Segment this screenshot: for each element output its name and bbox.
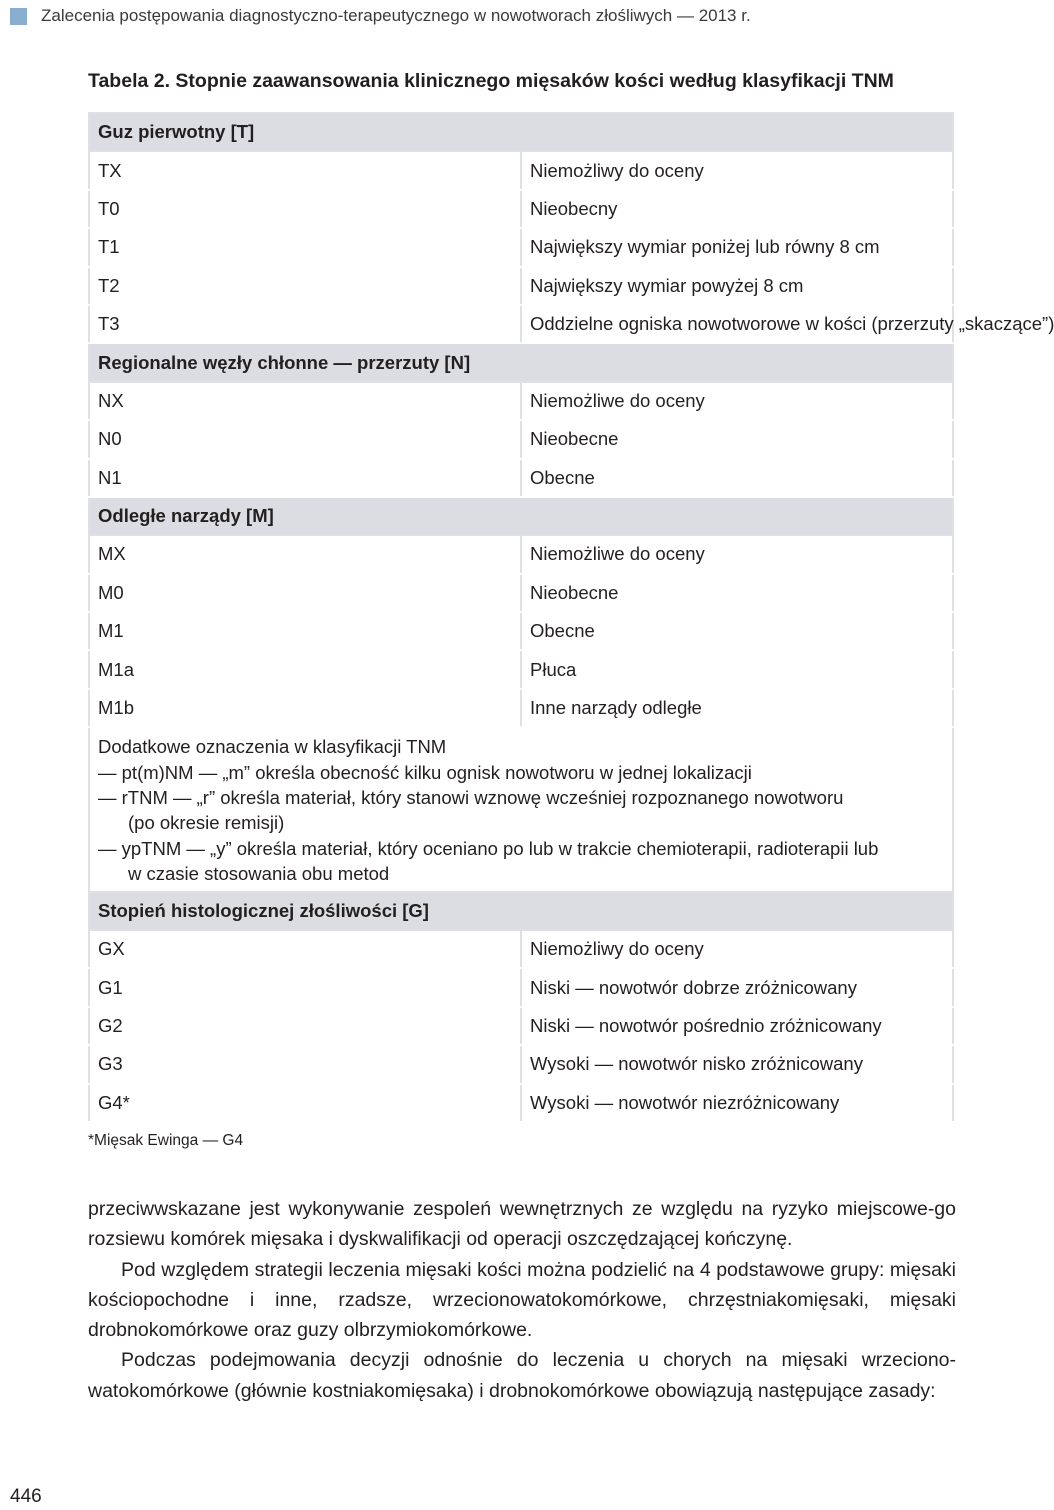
desc-cell: Obecne bbox=[521, 459, 953, 497]
table-row bbox=[89, 190, 953, 228]
code-cell: T0 bbox=[89, 190, 521, 228]
table-row bbox=[89, 382, 953, 420]
note-line: — pt(m)NM — „m” określa obecność kilku ognisk nowotworu w jednej lokalizacji bbox=[98, 761, 752, 783]
desc-cell: Wysoki — nowotwór nisko zróżnicowany bbox=[521, 1045, 953, 1083]
code-cell: TX bbox=[89, 151, 521, 189]
table-row bbox=[89, 535, 953, 573]
note-line: w czasie stosowania obu metod bbox=[128, 863, 390, 885]
code-cell: MX bbox=[89, 535, 521, 573]
table-row bbox=[89, 650, 953, 688]
code-cell: NX bbox=[89, 382, 521, 420]
desc-cell: Nieobecne bbox=[521, 574, 953, 612]
table-row bbox=[89, 228, 953, 266]
note-line: — rTNM — „r” określa materiał, który stanowi wznowę wcześniej rozpoznanego nowotworu bbox=[98, 787, 844, 809]
note-line: (po okresie remisji) bbox=[128, 812, 285, 834]
section-title: Stopień histologicznej złośliwości [G] bbox=[89, 892, 953, 930]
table-row bbox=[89, 574, 953, 612]
code-cell: M1a bbox=[89, 650, 521, 688]
code-cell: N0 bbox=[89, 420, 521, 458]
table-row bbox=[89, 1007, 953, 1045]
table-row bbox=[89, 968, 953, 1006]
additional-notes-row bbox=[89, 727, 953, 891]
code-cell: T3 bbox=[89, 305, 521, 343]
desc-cell: Płuca bbox=[521, 650, 953, 688]
header-text: Zalecenia postępowania diagnostyczno-terapeutycznego w nowotworach złośliwych — 2013 r. bbox=[41, 6, 751, 25]
section-header-m bbox=[89, 497, 953, 535]
desc-cell: Niemożliwy do oceny bbox=[521, 151, 953, 189]
desc-cell: Niski — nowotwór dobrze zróżnicowany bbox=[521, 968, 953, 1006]
running-header bbox=[10, 3, 751, 29]
code-cell: M0 bbox=[89, 574, 521, 612]
section-title: Regionalne węzły chłonne — przerzuty [N] bbox=[89, 343, 953, 381]
desc-cell: Inne narządy odległe bbox=[521, 689, 953, 727]
table-caption: Tabela 2. Stopnie zaawansowania klinicznego mięsaków kości według klasyfikacji TNM bbox=[88, 70, 894, 92]
table-row bbox=[89, 612, 953, 650]
table-row bbox=[89, 420, 953, 458]
code-cell: G4* bbox=[89, 1084, 521, 1122]
section-title: Guz pierwotny [T] bbox=[89, 113, 953, 151]
code-cell: M1 bbox=[89, 612, 521, 650]
section-title: Odległe narządy [M] bbox=[89, 497, 953, 535]
table-row bbox=[89, 305, 953, 343]
desc-cell: Niski — nowotwór pośrednio zróżnicowany bbox=[521, 1007, 953, 1045]
desc-cell: Największy wymiar poniżej lub równy 8 cm bbox=[521, 228, 953, 266]
table-footnote: *Mięsak Ewinga — G4 bbox=[88, 1132, 244, 1149]
table-row bbox=[89, 689, 953, 727]
desc-cell: Nieobecny bbox=[521, 190, 953, 228]
code-cell: T2 bbox=[89, 267, 521, 305]
paragraph: Pod względem strategii leczenia mięsaki kości można podzielić na 4 podstawowe grupy: mięsaki kościopochodne i inne, rzadsze, wrzecionowatokomórkowe, chrzęstniakomięsaki, mięsaki drobnokomórkowe oraz guzy olbrzymiokomórkowe. bbox=[88, 1258, 956, 1342]
code-cell: G1 bbox=[89, 968, 521, 1006]
header-square-icon bbox=[10, 8, 27, 25]
code-cell: T1 bbox=[89, 228, 521, 266]
section-header-t bbox=[89, 113, 953, 151]
table-row bbox=[89, 930, 953, 968]
note-line: — ypTNM — „y” określa materiał, który oceniano po lub w trakcie chemioterapii, radioterapii lub bbox=[98, 837, 879, 859]
page-number: 446 bbox=[10, 1486, 42, 1507]
code-cell: G2 bbox=[89, 1007, 521, 1045]
additional-notes bbox=[89, 727, 953, 891]
tnm-table bbox=[88, 112, 1054, 1123]
desc-cell: Wysoki — nowotwór niezróżnicowany bbox=[521, 1084, 953, 1122]
body-text bbox=[88, 1194, 956, 1406]
code-cell: N1 bbox=[89, 459, 521, 497]
desc-cell: Obecne bbox=[521, 612, 953, 650]
paragraph: Podczas podejmowania decyzji odnośnie do leczenia u chorych na mięsaki wrzeciono-watokomórkowe (głównie kostniakomięsaka) i drobnokomórkowe obowiązują następujące zasady: bbox=[88, 1349, 956, 1402]
section-header-g bbox=[89, 892, 953, 930]
paragraph: przeciwwskazane jest wykonywanie zespoleń wewnętrznych ze względu na ryzyko miejscowe-go rozsiewu komórek mięsaka i dyskwalifikacji od operacji oszczędzającej kończynę. bbox=[88, 1198, 956, 1251]
code-cell: G3 bbox=[89, 1045, 521, 1083]
table-row bbox=[89, 151, 953, 189]
notes-title: Dodatkowe oznaczenia w klasyfikacji TNM bbox=[98, 736, 447, 758]
desc-cell: Oddzielne ogniska nowotworowe w kości (przerzuty „skaczące”) bbox=[521, 305, 953, 343]
desc-cell: Niemożliwe do oceny bbox=[521, 535, 953, 573]
section-header-n bbox=[89, 343, 953, 381]
desc-cell: Niemożliwy do oceny bbox=[521, 930, 953, 968]
table-row bbox=[89, 1084, 953, 1122]
desc-cell: Największy wymiar powyżej 8 cm bbox=[521, 267, 953, 305]
desc-cell: Niemożliwe do oceny bbox=[521, 382, 953, 420]
code-cell: GX bbox=[89, 930, 521, 968]
table-row bbox=[89, 459, 953, 497]
desc-cell: Nieobecne bbox=[521, 420, 953, 458]
code-cell: M1b bbox=[89, 689, 521, 727]
table-row bbox=[89, 1045, 953, 1083]
table-row bbox=[89, 267, 953, 305]
